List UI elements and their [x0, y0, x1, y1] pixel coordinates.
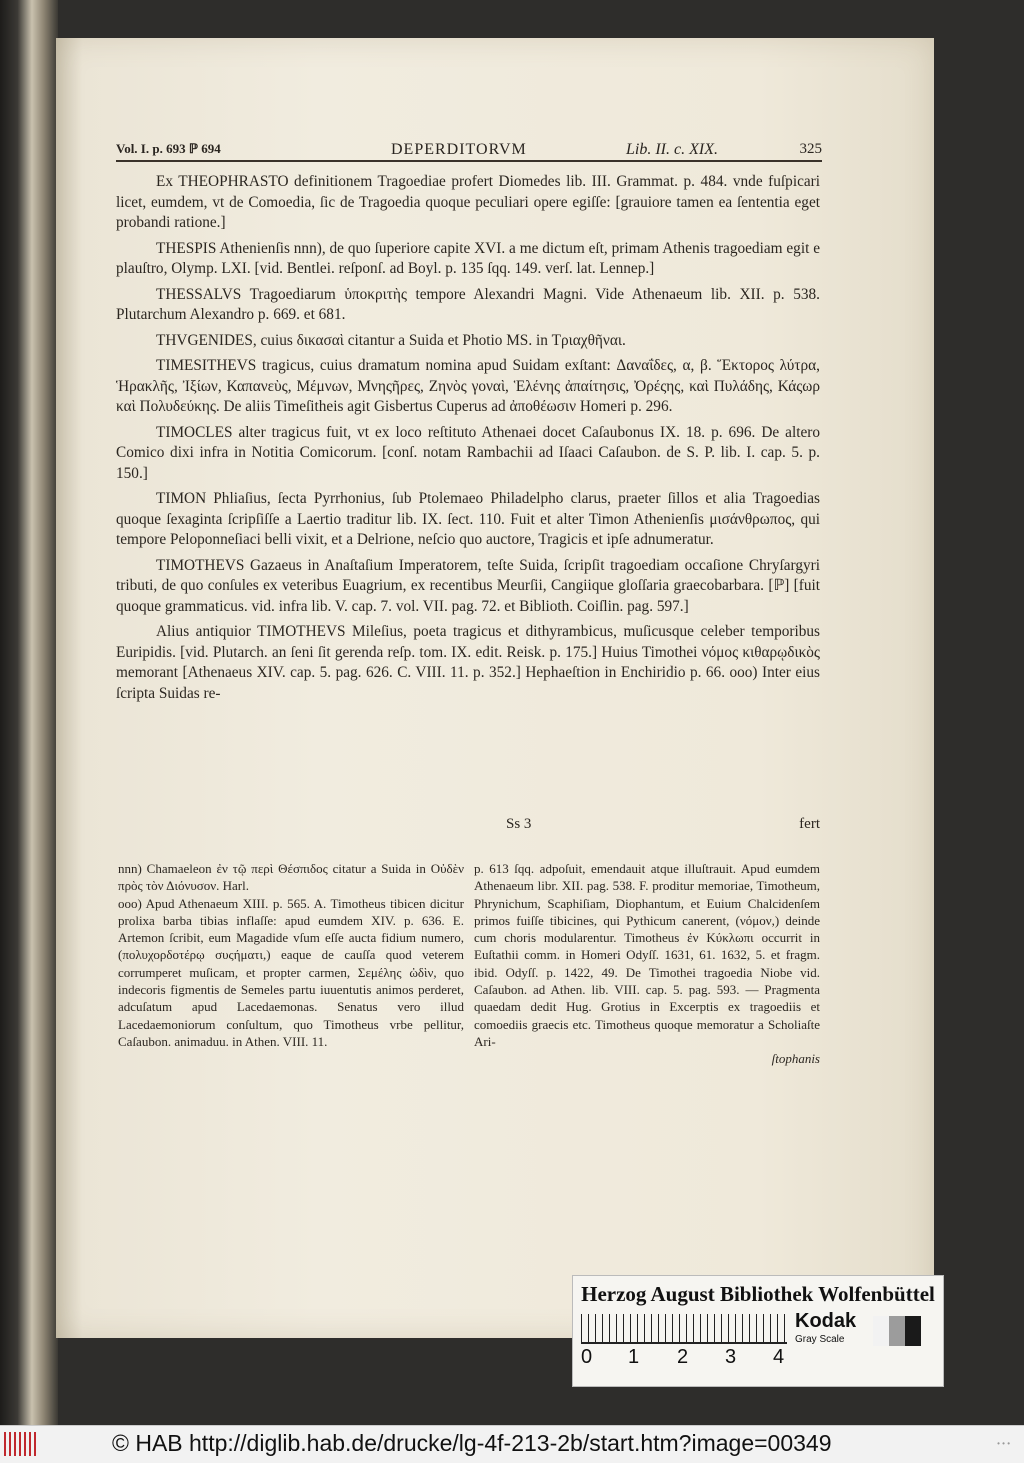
- ruler-ticks: [581, 1346, 791, 1370]
- paragraph-timesitheus: TIMESITHEVS tragicus, cuius dramatum nomina apud Suidam exſtant: Δαναΐδες, α, β. Ἕκτορος λύτρα, Ἡρακλῆς, Ἰξίων, Καπανεὺς, Μέμνων, Μνηςῆρες, Ζηνὸς γοναὶ, Ἑλένης ἀπαίτησις, Ὀρέςης, καὶ Πυλάδης, Κάςωρ καὶ Πολυδεύκης. De aliis Timeſitheis agit Gisbertus Cuperus ad ἀποθέωσιν Homeri p. 296.: [116, 357, 820, 415]
- signature-mark: Ss 3: [506, 816, 532, 832]
- paragraph-thessalus: THESSALVS Tragoediarum ὑποκριτὴς tempore Alexandri Magni. Vide Athenaeum lib. XII. p. 538. Plutarchum Alexandro p. 669. et 681.: [116, 285, 820, 323]
- copyright-url[interactable]: © HAB http://diglib.hab.de/drucke/lg-4f-213-2b/start.htm?image=00349: [112, 1430, 832, 1456]
- footnote-continued: p. 613 ſqq. adpoſuit, emendauit atque illuſtrauit. Apud eumdem Athenaeum libr. XII. pag. 538. F. proditur memoriae, Timotheum, Phrynichum, Scaphiſiam, Diophantum, et Euium Chalcidenſem primos fuiſſe tibicines, qui Pythicum canerent, (νόμον,) deinde cum choris modularentur. Timotheus ἐν Κύκλωπι occurrit in Euſtathii comm. in Homeri Odyſſ. 1631, 61. 1632, 5. et fragm. ibid. Odyſſ. p. 1422, 49. De Timothei tragoedia Niobe vid. Caſaubon. ad Athen. lib. VIII. cap. 5. pag. 593. — Pragmenta quaedam dedit Hug. Grotius in Excerptis ex tragoediis et comoediis graecis etc. Timotheus quoque memoratur a Scholiaſte Ari-: [474, 861, 820, 1049]
- tick-label: 4: [773, 1346, 785, 1368]
- tick-label: 1: [628, 1346, 640, 1368]
- footnote-catchword: ſtophanis: [771, 1051, 820, 1067]
- footnotes-right-column: [474, 860, 820, 1068]
- paragraph-theophrastus: Ex THEOPHRASTO definitionem Tragoediae profert Diomedes lib. III. Grammat. p. 484. vnde fuſpicari licet, eumdem, vt de Comoedia, ſic de Tragoedia quoque peculiari opere egiſſe: [grauiore tamen ea ſententia eget probandi ratione.]: [116, 173, 820, 231]
- library-name: Herzog August Bibliothek Wolfenbüttel: [581, 1282, 935, 1306]
- paragraph-timon: TIMON Phliaſius, ſecta Pyrrhonius, ſub Ptolemaeo Philadelpho clarus, praeter ſillos et alia Tragoedias quoque ſexaginta ſcripſiſſe a Laertio traditur lib. IX. ſect. 110. Fuit et alter Timon Athenienſis μισάνθρωπος, qui tempore Peloponneſiaci belli vixit, et a Delrione, neſcio quo auctore, Tragicis et ipſe adnumeratur.: [116, 490, 820, 548]
- page-number: 325: [799, 141, 822, 157]
- gray-swatches: [873, 1316, 921, 1346]
- ruler-scale: [581, 1314, 787, 1344]
- tick-label: 0: [581, 1346, 593, 1368]
- footnote-ooo: ooo) Apud Athenaeum XIII. p. 565. A. Timotheus tibicen dicitur prolixa barba tibias inflaſſe: apud eumdem XIV. p. 636. E. Artemon ſcribit, eum Magadide vſum eſſe aucta fidium numero, (πολυχορδοτέρῳ συςήματι,) eaque de cauſſa quod veterem corrumperet muſicam, et propter carmen, Σεμέλης ὠδὶν, quo indecoris figmentis de Semeles partu iuuentutis animos perderet, adcuſatum apud Lacedaemonas. Senatus vero illud Lacedaemoniorum conſultum, quo Timotheus vrbe pellitur, Caſaubon. animaduu. in Athen. VIII. 11.: [118, 895, 464, 1049]
- footnotes-left-column: [118, 860, 464, 1050]
- paragraph-timocles: TIMOCLES alter tragicus fuit, vt ex loco reſtituto Athenaei docet Caſaubonus IX. 18. p. 696. De altero Comico dixi infra in Notitia Comicorum. [conſ. notam Rambachii ad Iſaaci Caſaubon. de S. P. lib. I. cap. 5. p. 150.]: [116, 423, 820, 482]
- signature-line: [116, 816, 820, 836]
- paragraph-thespis: THESPIS Athenienſis nnn), de quo ſuperiore capite XVI. a me dictum eſt, primam Athenis tragoediam egit e plauſtro, Olymp. LXI. [vid. Bentlei. reſponſ. ad Boyl. p. 135 ſqq. 149. verſ. lat. Lennep.]: [116, 239, 820, 277]
- viewer-footer: [0, 1425, 1024, 1463]
- header-rule: [116, 160, 822, 162]
- footnote-nnn: nnn) Chamaeleon ἐν τῷ περὶ Θέσπιδος citatur a Suida in Οὐδὲν πρὸς τὸν Διόνυσον. Harl.: [118, 861, 464, 894]
- kodak-brand: Kodak: [795, 1310, 857, 1332]
- header-title: DEPERDITORVM: [391, 141, 527, 158]
- paragraph-thugenides: THVGENIDES, cuius δικασαὶ citantur a Suida et Photio MS. in Τριαχθῆναι.: [156, 331, 626, 349]
- footer-dots: • • •: [997, 1439, 1010, 1448]
- adjacent-page-edge: [0, 0, 58, 1425]
- tick-label: 3: [725, 1346, 737, 1368]
- color-scale-card: [572, 1275, 944, 1387]
- header-volume-ref: Vol. I. p. 693 ℙ 694: [116, 141, 221, 156]
- paragraph-timotheus-gazaeus: TIMOTHEVS Gazaeus in Anaſtaſium Imperatorem, teſte Suida, ſcripſit tragoediam occaſione Chryſargyri tributi, de quo conſules ex veteribus Euagrium, ex recentibus Meurſii, Cangiique gloſſaria graecobarbara. [ℙ] [fuit quoque grammaticus. vid. infra lib. V. cap. 7. vol. VII. pag. 72. et Biblioth. Coiſlin. pag. 597.]: [116, 556, 820, 615]
- gray-scale-label: Gray Scale: [795, 1334, 845, 1345]
- catchword: fert: [799, 816, 820, 832]
- paragraph-timotheus-milesius: Alius antiquior TIMOTHEVS Mileſius, poeta tragicus et dithyrambicus, muſicusque celeber temporibus Euripidis. [vid. Plutarch. an ſeni ſit gerenda reſp. tom. IX. edit. Reisk. p. 175.] Huius Timothei νόμος κιθαρῳδικὸς memorant [Athenaeus XIV. cap. 5. pag. 626. C. VIII. 11. p. 352.] Hephaeſtion in Enchiridio p. 66. ooo) Inter eius ſcripta Suidas re-: [116, 623, 820, 702]
- header-chapter: Lib. II. c. XIX.: [626, 141, 718, 158]
- hab-logo-icon: [4, 1432, 38, 1456]
- main-text: [116, 172, 820, 709]
- tick-label: 2: [677, 1346, 689, 1368]
